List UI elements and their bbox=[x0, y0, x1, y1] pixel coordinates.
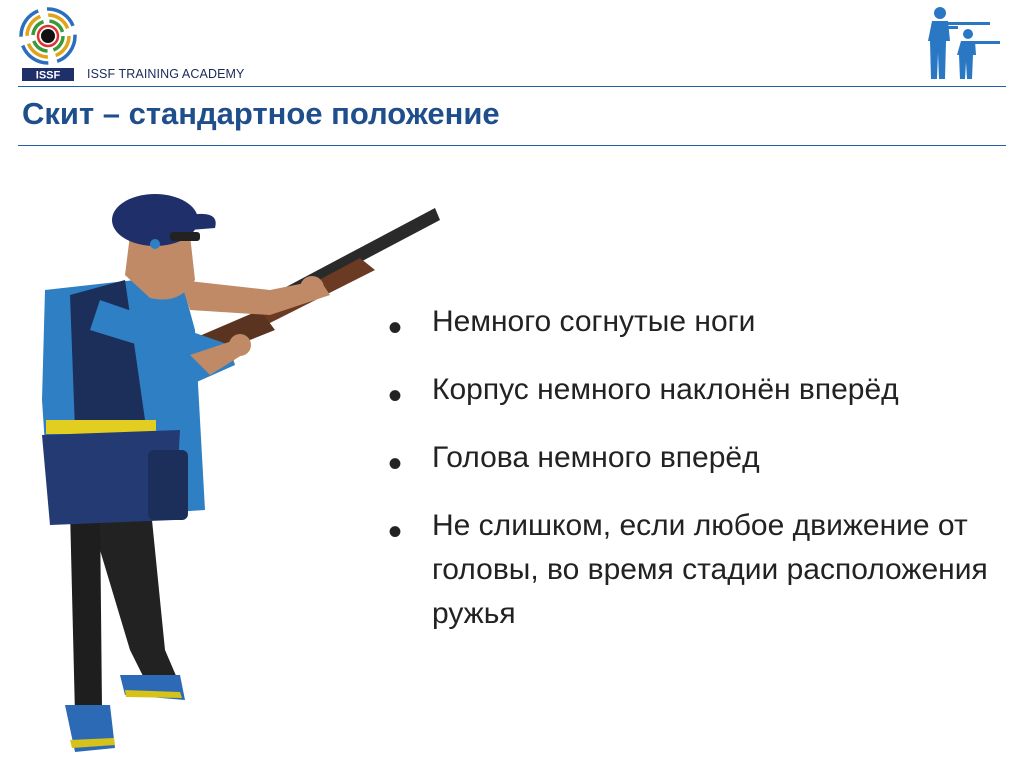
header-divider bbox=[18, 86, 1006, 87]
shooters-icon bbox=[920, 4, 1002, 80]
bullet-text: Голова немного вперёд bbox=[432, 441, 760, 474]
bullet-list bbox=[380, 300, 1010, 660]
bullet-icon: • bbox=[388, 510, 403, 554]
page-title: Скит – стандартное положение bbox=[22, 96, 500, 131]
title-divider bbox=[18, 145, 1006, 146]
issf-logo-icon bbox=[18, 6, 78, 82]
list-item bbox=[380, 300, 1010, 350]
bullet-text: Немного согнутые ноги bbox=[432, 305, 756, 338]
list-item bbox=[380, 436, 1010, 486]
academy-label: ISSF TRAINING ACADEMY bbox=[87, 67, 245, 81]
list-item bbox=[380, 504, 1010, 636]
logo-text: ISSF bbox=[35, 69, 61, 82]
list-item bbox=[380, 368, 1010, 418]
bullet-text: Корпус немного наклонён вперёд bbox=[432, 373, 899, 406]
bullet-icon: • bbox=[388, 442, 403, 486]
bullet-text: Не слишком, если любое движение от головы, во время стадии расположения ружья bbox=[432, 509, 988, 630]
bullet-icon: • bbox=[388, 306, 403, 350]
bullet-icon: • bbox=[388, 374, 403, 418]
